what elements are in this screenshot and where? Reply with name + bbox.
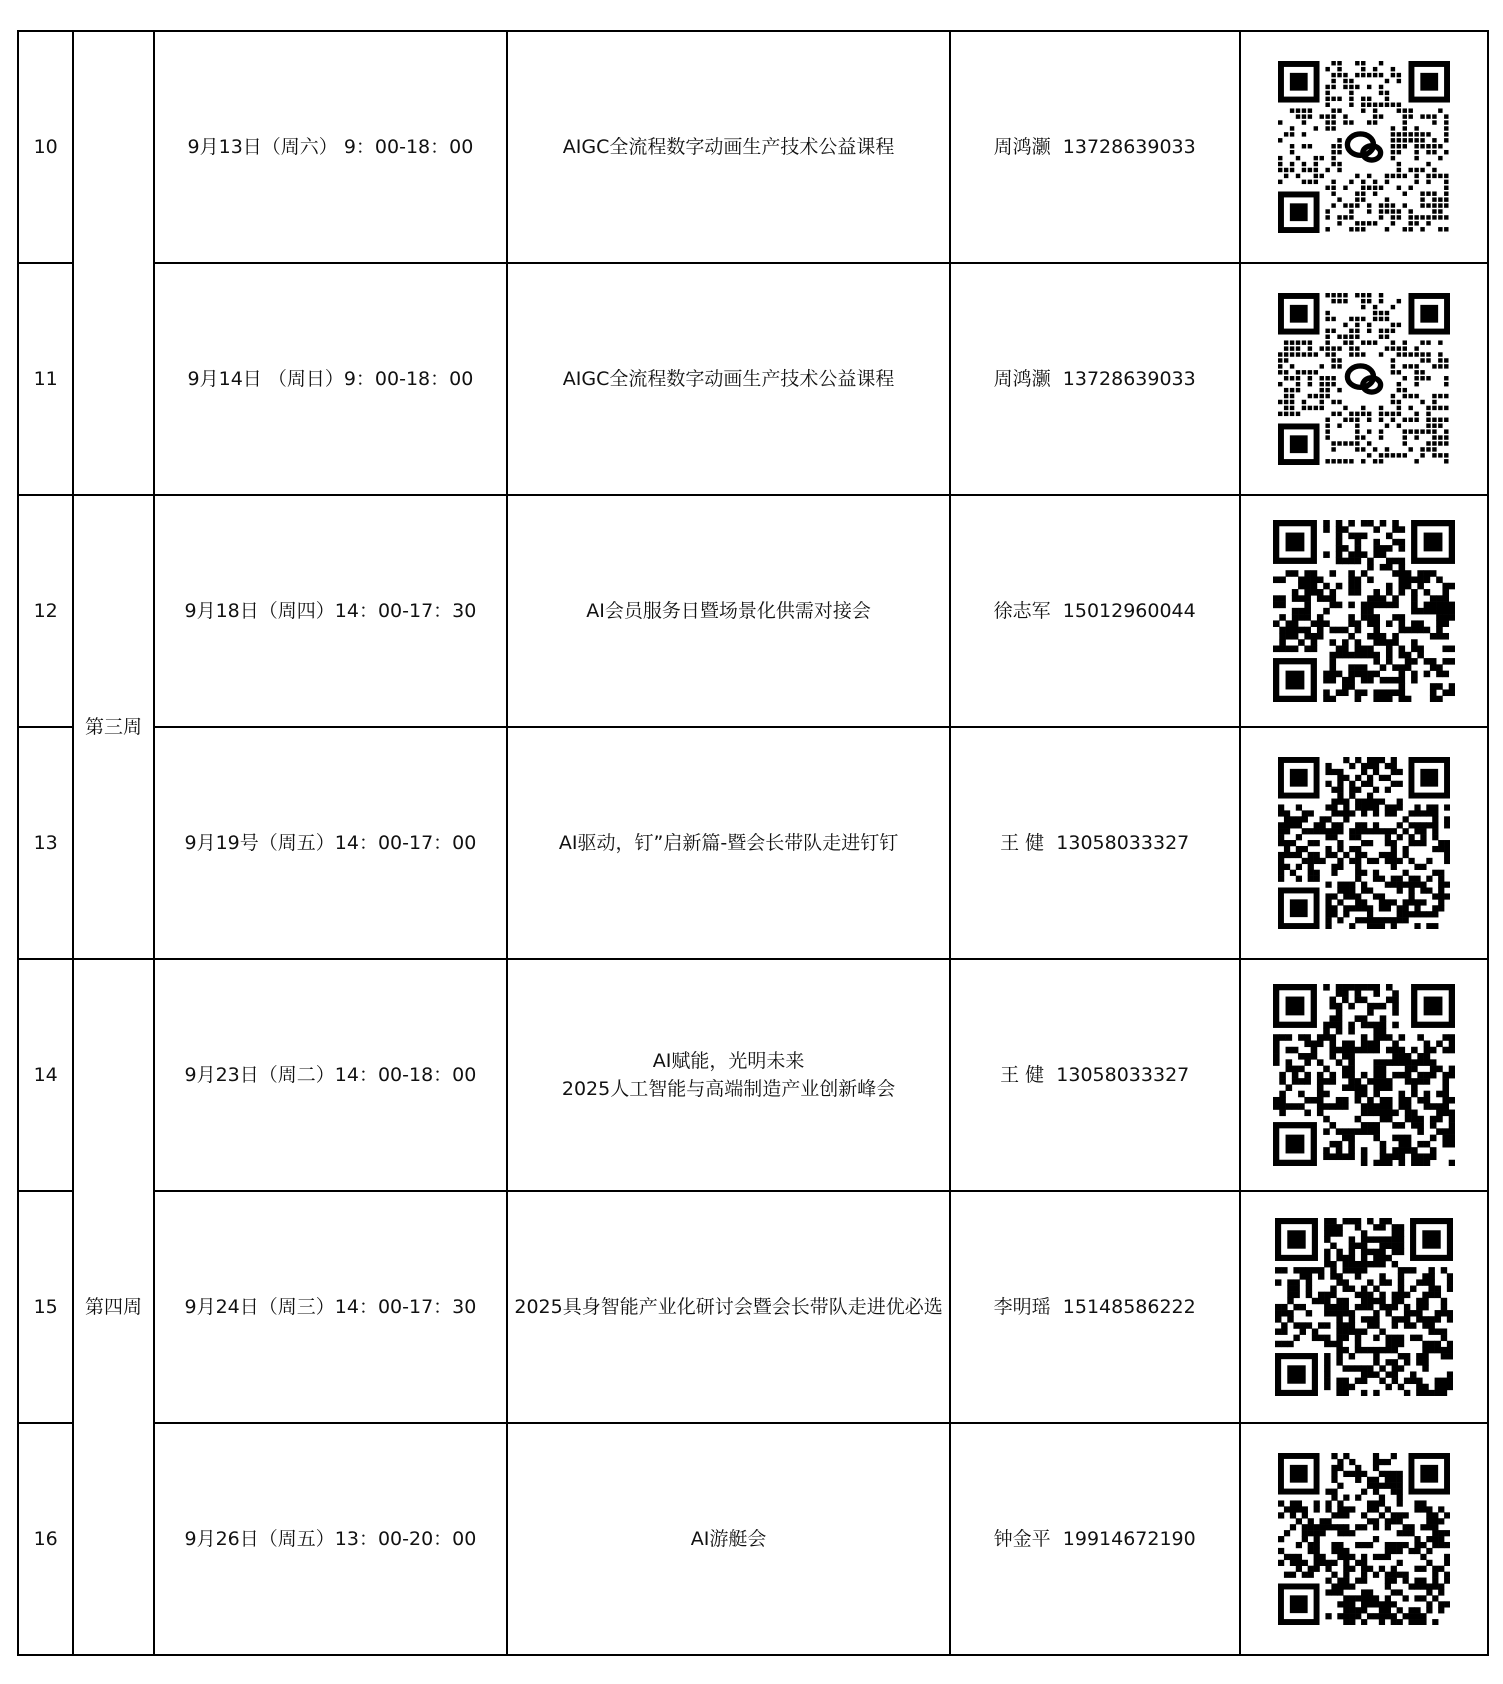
contact-phone: 13728639033 — [1062, 368, 1196, 390]
contact-cell — [950, 1423, 1240, 1655]
wechat-qr-icon[interactable] — [1278, 61, 1450, 233]
table-row — [18, 1423, 1488, 1655]
qr-code-icon[interactable] — [1273, 984, 1455, 1166]
contact-name: 钟金平 — [993, 1528, 1051, 1550]
time-cell: 9月13日（周六） 9：00-18：00 — [154, 31, 508, 263]
event-cell: AIGC全流程数字动画生产技术公益课程 — [507, 263, 950, 495]
qr-cell — [1240, 31, 1488, 263]
contact-phone: 19914672190 — [1062, 1528, 1196, 1550]
week-cell-empty — [73, 31, 153, 495]
qr-code-icon[interactable] — [1273, 520, 1455, 702]
schedule-table — [17, 30, 1489, 1656]
time-cell: 9月24日（周三）14：00-17：30 — [154, 1191, 508, 1423]
contact-phone: 13728639033 — [1062, 136, 1196, 158]
event-line: AI赋能，光明未来 — [652, 1050, 805, 1072]
contact-cell — [950, 1191, 1240, 1423]
contact-cell — [950, 959, 1240, 1191]
row-number: 13 — [18, 727, 73, 959]
qr-cell — [1240, 727, 1488, 959]
contact-cell — [950, 31, 1240, 263]
table-row — [18, 1191, 1488, 1423]
event-cell: AI会员服务日暨场景化供需对接会 — [507, 495, 950, 727]
row-number: 10 — [18, 31, 73, 263]
contact-phone: 13058033327 — [1056, 832, 1190, 854]
qr-code-icon[interactable] — [1275, 1218, 1453, 1396]
event-cell: AI游艇会 — [507, 1423, 950, 1655]
contact-name: 周鸿灏 — [993, 136, 1051, 158]
event-cell: AIGC全流程数字动画生产技术公益课程 — [507, 31, 950, 263]
time-cell: 9月14日 （周日）9：00-18：00 — [154, 263, 508, 495]
qr-code-icon[interactable] — [1278, 757, 1450, 929]
event-line: 2025人工智能与高端制造产业创新峰会 — [561, 1078, 896, 1100]
event-cell — [507, 959, 950, 1191]
contact-name: 周鸿灏 — [993, 368, 1051, 390]
contact-name: 王 健 — [1000, 832, 1045, 854]
qr-cell — [1240, 495, 1488, 727]
table-row — [18, 727, 1488, 959]
event-cell: 2025具身智能产业化研讨会暨会长带队走进优必选 — [507, 1191, 950, 1423]
contact-name: 李明瑶 — [993, 1296, 1051, 1318]
table-row — [18, 31, 1488, 263]
table-row — [18, 263, 1488, 495]
time-cell: 9月23日（周二）14：00-18：00 — [154, 959, 508, 1191]
row-number: 12 — [18, 495, 73, 727]
time-cell: 9月18日（周四）14：00-17：30 — [154, 495, 508, 727]
qr-code-icon[interactable] — [1278, 1453, 1450, 1625]
contact-cell — [950, 263, 1240, 495]
contact-cell — [950, 727, 1240, 959]
qr-cell — [1240, 1423, 1488, 1655]
row-number: 15 — [18, 1191, 73, 1423]
qr-cell — [1240, 959, 1488, 1191]
week-label-4: 第四周 — [73, 959, 153, 1655]
time-cell: 9月19号（周五）14：00-17：00 — [154, 727, 508, 959]
time-cell: 9月26日（周五）13：00-20：00 — [154, 1423, 508, 1655]
table-row — [18, 959, 1488, 1191]
row-number: 16 — [18, 1423, 73, 1655]
table-row — [18, 495, 1488, 727]
contact-cell — [950, 495, 1240, 727]
contact-name: 徐志军 — [993, 600, 1051, 622]
contact-phone: 15148586222 — [1062, 1296, 1196, 1318]
contact-name: 王 健 — [1000, 1064, 1045, 1086]
row-number: 14 — [18, 959, 73, 1191]
row-number: 11 — [18, 263, 73, 495]
event-cell: AI驱动，钉”启新篇-暨会长带队走进钉钉 — [507, 727, 950, 959]
qr-cell — [1240, 263, 1488, 495]
contact-phone: 13058033327 — [1056, 1064, 1190, 1086]
wechat-qr-icon[interactable] — [1278, 293, 1450, 465]
contact-phone: 15012960044 — [1062, 600, 1196, 622]
week-label-3: 第三周 — [73, 495, 153, 959]
qr-cell — [1240, 1191, 1488, 1423]
